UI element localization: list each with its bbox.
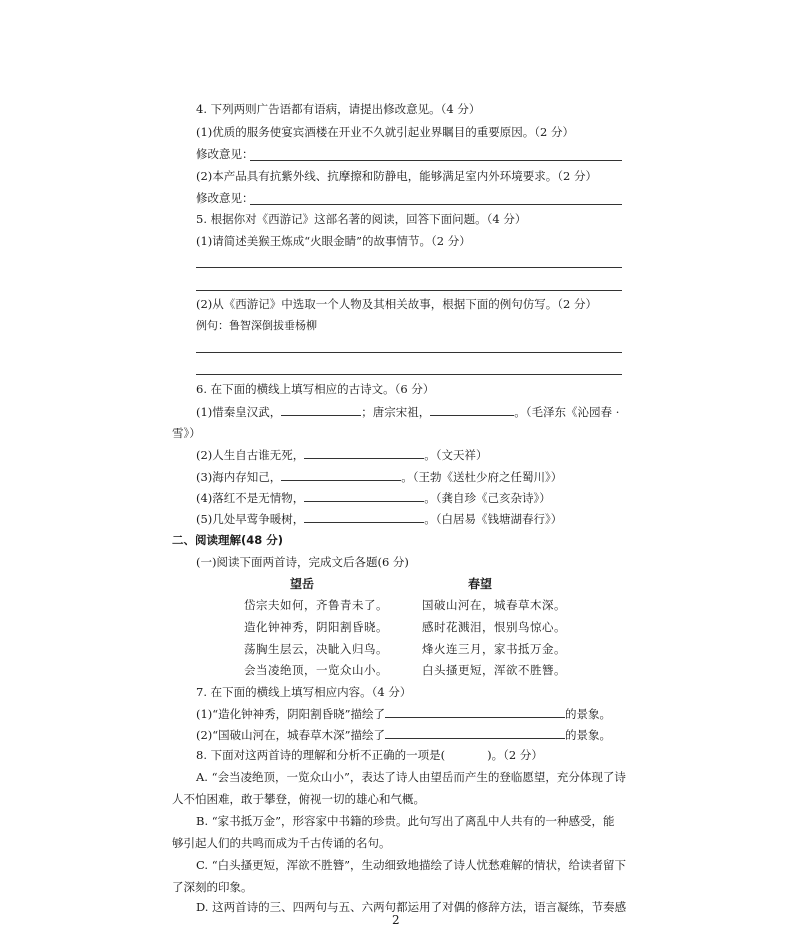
q8-title-a: 8. 下面对这两首诗的理解和分析不正确的一项是( xyxy=(196,748,446,762)
q4-answer-line-2[interactable] xyxy=(250,204,622,205)
q8-option-a-line1: A. “会当凌绝顶，一览众山小”，表达了诗人由望岳而产生的登临愿望，充分体现了诗 xyxy=(196,770,626,784)
q6-line3 xyxy=(196,468,562,485)
q4-item2: (2)本产品具有抗紫外线、抗摩擦和防静电，能够满足室内外环境要求。（2 分） xyxy=(196,169,598,183)
poem-right-title: 春望 xyxy=(468,577,493,591)
q6-line1 xyxy=(196,403,619,420)
q4-title: 4. 下列两则广告语都有语病，请提出修改意见。（4 分） xyxy=(196,102,481,116)
q5-answer-line-1[interactable] xyxy=(196,267,622,268)
q6-l1d: 雪》） xyxy=(172,426,201,440)
q8-option-c-line1: C. “白头搔更短，浑欲不胜簪”，生动细致地描绘了诗人忧愁难解的情状，给读者留下 xyxy=(196,858,626,872)
q5-answer-line-2[interactable] xyxy=(196,290,622,291)
poem-right-line: 感时花溅泪，恨别鸟惊心。 xyxy=(422,620,566,634)
q6-blank-6[interactable] xyxy=(304,510,424,523)
q6-l2a: (2)人生自古谁无死， xyxy=(196,448,305,462)
q6-title: 6. 在下面的横线上填写相应的古诗文。（6 分） xyxy=(196,382,435,396)
q7-blank-1[interactable] xyxy=(385,705,565,718)
q6-blank-3[interactable] xyxy=(304,446,424,459)
q6-l1c: 。（毛泽东《沁园春 · xyxy=(514,405,620,419)
q8-title-b: )。（2 分） xyxy=(487,748,543,762)
q6-blank-4[interactable] xyxy=(281,468,401,481)
q6-l1b: ；唐宗宋祖， xyxy=(361,405,431,419)
section2-title: 二、阅读理解(48 分) xyxy=(172,533,284,547)
poem-left-line: 会当凌绝顶，一览众山小。 xyxy=(244,663,388,677)
q5-item1: (1)请简述美猴王炼成“火眼金睛”的故事情节。（2 分） xyxy=(196,234,471,248)
q8-option-b-line2: 够引起人们的共鸣而成为千古传诵的名句。 xyxy=(172,836,391,850)
poem-right-line: 白头搔更短，浑欲不胜簪。 xyxy=(422,663,566,677)
page-number: 2 xyxy=(392,913,400,927)
q5-example: 例句：鲁智深倒拔垂杨柳 xyxy=(196,319,317,332)
poem-left-line: 岱宗夫如何，齐鲁青未了。 xyxy=(244,598,388,612)
poem-right-line: 国破山河在，城春草木深。 xyxy=(422,598,566,612)
q7-line2 xyxy=(196,726,611,743)
poem-left-line: 荡胸生层云，决眦入归鸟。 xyxy=(244,642,388,656)
q6-l3b: 。（王勃《送杜少府之任蜀川》） xyxy=(401,470,563,484)
q4-revise-label-1: 修改意见： xyxy=(196,147,254,161)
q6-blank-2[interactable] xyxy=(430,403,514,416)
q6-l4b: 。（龚自珍《己亥杂诗》） xyxy=(424,491,551,505)
q7-l1b: 的景象。 xyxy=(565,707,612,721)
q4-item1: (1)优质的服务使宴宾酒楼在开业不久就引起业界瞩目的重要原因。（2 分） xyxy=(196,125,575,139)
q5-answer-line-3[interactable] xyxy=(196,352,622,353)
q6-l4a: (4)落红不是无情物， xyxy=(196,491,305,505)
q5-answer-line-4[interactable] xyxy=(196,374,622,375)
q7-blank-2[interactable] xyxy=(385,726,565,739)
q7-l1a: (1)“造化钟神秀，阴阳割昏晓”描绘了 xyxy=(196,707,386,721)
q4-answer-line-1[interactable] xyxy=(250,160,622,161)
q6-line4 xyxy=(196,489,551,506)
q6-blank-1[interactable] xyxy=(281,403,361,416)
q8-option-c-line2: 了深刻的印象。 xyxy=(172,880,253,894)
q5-item2: (2)从《西游记》中选取一个人物及其相关故事，根据下面的例句仿写。（2 分） xyxy=(196,297,598,311)
q7-l2a: (2)“国破山河在，城春草木深”描绘了 xyxy=(196,728,386,742)
q4-revise-label-2: 修改意见： xyxy=(196,191,254,205)
q7-line1 xyxy=(196,705,611,722)
q6-blank-5[interactable] xyxy=(304,489,424,502)
q6-line5 xyxy=(196,510,562,527)
section2-part1: (一)阅读下面两首诗，完成文后各题(6 分) xyxy=(196,555,409,569)
poem-left-title: 望岳 xyxy=(290,577,315,591)
q8-option-d-line1: D. 这两首诗的三、四两句与五、六两句都运用了对偶的修辞方法，语言凝练，节奏感 xyxy=(196,900,627,914)
poem-left-line: 造化钟神秀，阴阳割昏晓。 xyxy=(244,620,388,634)
q6-line2 xyxy=(196,446,488,463)
q5-title: 5. 根据你对《西游记》这部名著的阅读，回答下面问题。（4 分） xyxy=(196,212,527,226)
poem-right-line: 烽火连三月，家书抵万金。 xyxy=(422,642,566,656)
q7-l2b: 的景象。 xyxy=(565,728,612,742)
q8-title xyxy=(196,747,543,763)
q6-l3a: (3)海内存知己， xyxy=(196,470,282,484)
q8-option-b-line1: B. “家书抵万金”，形容家中书籍的珍贵。此句写出了离乱中人共有的一种感受，能 xyxy=(196,814,615,828)
q6-l1a: (1)惜秦皇汉武， xyxy=(196,405,282,419)
q6-l5a: (5)几处早莺争暖树， xyxy=(196,512,305,526)
q8-option-a-line2: 人不怕困难，敢于攀登，俯视一切的雄心和气概。 xyxy=(172,792,425,806)
q6-l5b: 。（白居易《钱塘湖春行》） xyxy=(424,512,563,526)
q6-l2b: 。（文天祥） xyxy=(424,448,488,462)
q7-title: 7. 在下面的横线上填写相应内容。（4 分） xyxy=(196,685,412,699)
